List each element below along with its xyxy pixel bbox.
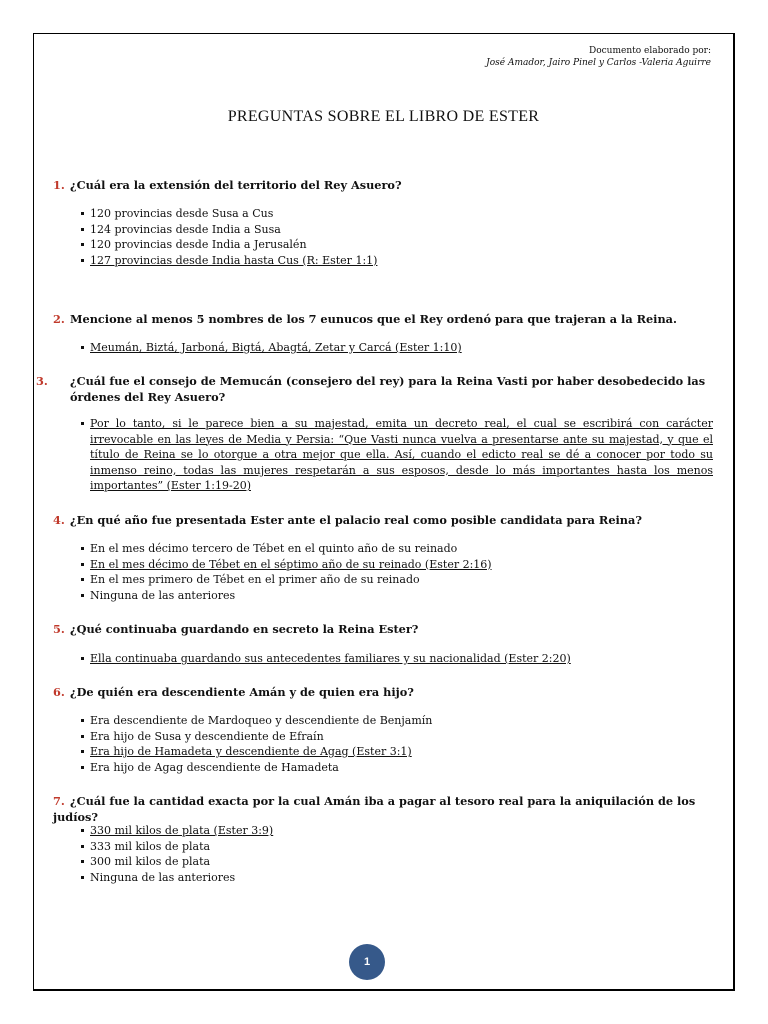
question-7 xyxy=(53,793,713,825)
option: 120 provincias desde Susa a Cus xyxy=(81,206,377,222)
question-number: 1. xyxy=(53,178,65,192)
document-title: PREGUNTAS SOBRE EL LIBRO DE ESTER xyxy=(227,108,540,125)
option: Era hijo de Agag descendiente de Hamadeta xyxy=(81,760,432,776)
question-6-options xyxy=(81,713,432,775)
option: En el mes décimo tercero de Tébet en el quinto año de su reinado xyxy=(81,541,492,557)
question-3 xyxy=(36,373,730,405)
document-page xyxy=(33,33,735,991)
question-7-options xyxy=(81,823,273,885)
option: 333 mil kilos de plata xyxy=(81,839,273,855)
question-number: 4. xyxy=(53,513,65,527)
option: En el mes primero de Tébet en el primer año de su reinado xyxy=(81,572,492,588)
option: Ninguna de las anteriores xyxy=(81,588,492,604)
option-answer: 127 provincias desde India hasta Cus (R: Ester 1:1) xyxy=(81,253,377,269)
option-answer: En el mes décimo de Tébet en el séptimo año de su reinado (Ester 2:16) xyxy=(81,557,492,573)
question-text: ¿Cuál era la extensión del territorio del Rey Asuero? xyxy=(70,178,402,192)
option-answer: 330 mil kilos de plata (Ester 3:9) xyxy=(81,823,273,839)
question-3-answer xyxy=(81,416,713,494)
question-5-options xyxy=(81,651,571,667)
option: 120 provincias desde India a Jerusalén xyxy=(81,237,377,253)
option-answer: Ella continuaba guardando sus antecedentes familiares y su nacionalidad (Ester 2:20) xyxy=(81,651,571,667)
credit-authors: José Amador, Jairo Pinel y Carlos -Valeria Aguirre xyxy=(486,58,711,68)
question-2 xyxy=(53,311,713,327)
question-number: 7. xyxy=(53,794,65,808)
question-text: ¿De quién era descendiente Amán y de quien era hijo? xyxy=(70,685,414,699)
question-4-options xyxy=(81,541,492,603)
question-text: Mencione al menos 5 nombres de los 7 eunucos que el Rey ordenó para que trajeran a la Reina. xyxy=(70,312,677,326)
page-number-badge: 1 xyxy=(349,944,385,980)
bullet xyxy=(81,422,84,425)
option-answer: Meumán, Biztá, Jarboná, Bigtá, Abagtá, Zetar y Carcá (Ester 1:10) xyxy=(81,340,462,356)
option: 124 provincias desde India a Susa xyxy=(81,222,377,238)
document-credit xyxy=(486,45,711,69)
question-2-options xyxy=(81,340,462,356)
question-number: 3. xyxy=(36,374,48,388)
question-text: ¿Cuál fue la cantidad exacta por la cual Amán iba a pagar al tesoro real para la aniquilación de los judíos? xyxy=(53,794,696,824)
question-number: 5. xyxy=(53,622,65,636)
question-1 xyxy=(53,177,713,193)
option: Era descendiente de Mardoqueo y descendiente de Benjamín xyxy=(81,713,432,729)
option-answer: Por lo tanto, si le parece bien a su majestad, emita un decreto real, el cual se escribirá con carácter irrevocable en las leyes de Media y Persia: “Que Vasti nunca vuelva a presentarse ante su majestad, y que el título de Reina se lo otorgue a otra mejor que ella. Así, cuando el edicto real se dé a conocer por todo su inmenso reino, todas las mujeres respetarán a sus esposos, desde lo más importantes hasta los menos importantes” (Ester 1:19-20) xyxy=(90,417,713,492)
question-number: 2. xyxy=(53,312,65,326)
question-6 xyxy=(53,684,713,700)
option-answer: Era hijo de Hamadeta y descendiente de Agag (Ester 3:1) xyxy=(81,744,432,760)
question-number: 6. xyxy=(53,685,65,699)
option: Era hijo de Susa y descendiente de Efraín xyxy=(81,729,432,745)
question-text: ¿Qué continuaba guardando en secreto la Reina Ester? xyxy=(70,622,419,636)
question-4 xyxy=(53,512,713,528)
question-text: ¿Cuál fue el consejo de Memucán (consejero del rey) para la Reina Vasti por haber desobedecido las órdenes del Rey Asuero? xyxy=(70,374,706,404)
option: 300 mil kilos de plata xyxy=(81,854,273,870)
question-5 xyxy=(53,621,713,637)
question-text: ¿En qué año fue presentada Ester ante el palacio real como posible candidata para Reina? xyxy=(70,513,642,527)
question-1-options xyxy=(81,206,377,268)
credit-label: Documento elaborado por: xyxy=(589,46,711,56)
option: Ninguna de las anteriores xyxy=(81,870,273,886)
